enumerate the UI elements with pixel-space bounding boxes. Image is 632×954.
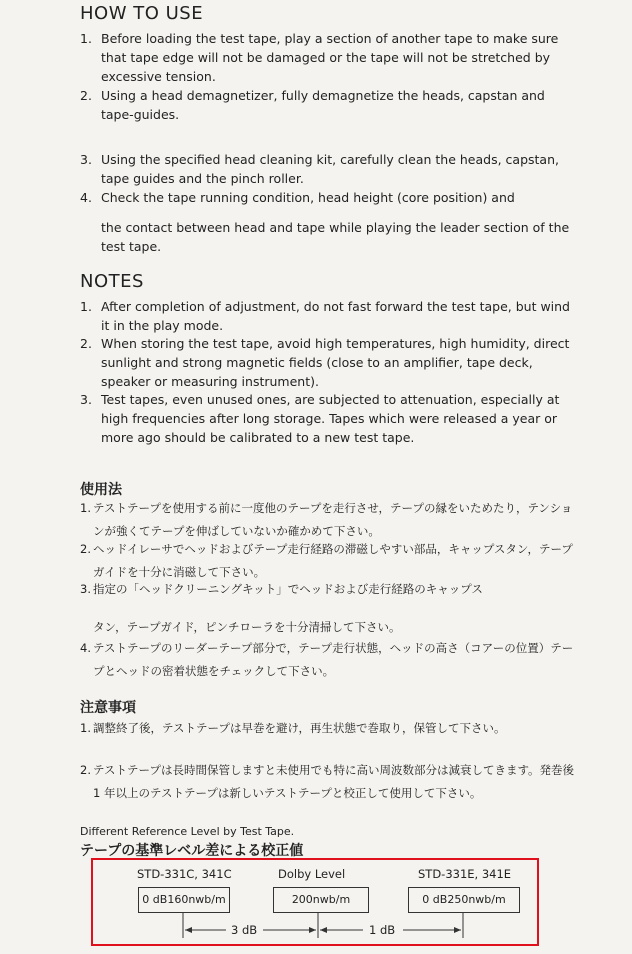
item-text: 指定の「ヘッドクリーニングキット」でヘッドおよび走行経路のキャップス	[93, 582, 483, 596]
item-number: 2.	[80, 88, 92, 103]
item-text: After completion of adjustment, do not fast forward the test tape, but wind it in the play mode.	[101, 299, 570, 333]
right-tape-label: STD-331E, 341E	[418, 867, 512, 881]
item-number: 2.	[80, 542, 91, 556]
jp-notes-item-1	[80, 717, 580, 740]
item-number: 3.	[80, 392, 92, 407]
right-tape-value: 0 dB250nwb/m	[408, 887, 520, 913]
item-text: Before loading the test tape, play a section of another tape to make sure that tape edge will not be damaged or the tape will not be stretched by excessive tension.	[101, 31, 559, 84]
level-difference-arrows	[93, 860, 537, 944]
notes-item-3	[80, 390, 580, 447]
item-number: 1.	[80, 721, 91, 735]
item-text: テストテープを使用する前に一度他のテープを走行させ，テープの縁をいためたり，テンションが強くてテープを伸ばしていないか確かめて下さい。	[93, 501, 573, 538]
item-number: 3.	[80, 152, 92, 167]
how-to-use-item-4	[80, 188, 580, 207]
item-text: ヘッドイレーサでヘッドおよびテープ走行経路の滞磁しやすい部品，キャップスタン，テープガイドを十分に消磁して下さい。	[93, 542, 573, 579]
reference-caption-en: Different Reference Level by Test Tape.	[80, 825, 295, 838]
jp-usage-item-1	[80, 497, 580, 543]
jp-usage-item-3-continuation: タン，テープガイド，ピンチローラを十分清掃して下さい。	[93, 620, 401, 634]
item-number: 3.	[80, 582, 91, 596]
jp-notes-item-2	[80, 759, 580, 805]
right-arrowhead-end	[454, 927, 461, 933]
dolby-level-value: 200nwb/m	[273, 887, 369, 913]
reference-caption-jp: テープの基準レベル差による校正値	[80, 843, 304, 859]
notes-heading: NOTES	[80, 271, 144, 292]
left-tape-value: 0 dB160nwb/m	[138, 887, 230, 913]
right-difference-label: 1 dB	[369, 923, 396, 937]
jp-usage-item-4	[80, 637, 580, 683]
item-number: 4.	[80, 190, 92, 205]
notes-item-2	[80, 334, 580, 391]
item-number: 1.	[80, 299, 92, 314]
how-to-use-item-4-continuation: the contact between head and tape while playing the leader section of the test tape.	[101, 220, 570, 254]
left-arrowhead	[185, 927, 192, 933]
item-text: テストテープのリーダーテープ部分で，テープ走行状態，ヘッドの高さ（コアーの位置）テープとヘッドの密着状態をチェックして下さい。	[93, 641, 574, 678]
item-text: Using a head demagnetizer, fully demagnetize the heads, capstan and tape-guides.	[101, 88, 545, 122]
item-text: Test tapes, even unused ones, are subjected to attenuation, especially at high frequencies after long storage. Tapes which were released a year or more ago should be calibrated to a new test tape.	[101, 392, 560, 445]
how-to-use-item-1	[80, 29, 580, 86]
left-difference-label: 3 dB	[231, 923, 258, 937]
item-text: テストテープは長時間保管しますと未使用でも特に高い周波数部分は減衰してきます。発巻後 1 年以上のテストテープは新しいテストテープと校正して使用して下さい。	[93, 763, 575, 800]
notes-item-1	[80, 297, 580, 335]
how-to-use-heading: HOW TO USE	[80, 3, 204, 24]
jp-usage-heading: 使用法	[80, 482, 122, 498]
how-to-use-item-3	[80, 150, 580, 188]
item-number: 2.	[80, 763, 91, 777]
left-arrowhead-end	[309, 927, 316, 933]
reference-level-highlight-box	[91, 858, 539, 946]
left-tape-label: STD-331C, 341C	[137, 867, 232, 881]
item-number: 4.	[80, 641, 91, 655]
jp-usage-item-3	[80, 578, 580, 601]
item-text: 調整終了後，テストテープは早巻を避け，再生状態で巻取り，保管して下さい。	[93, 721, 506, 735]
dolby-level-label: Dolby Level	[278, 867, 346, 881]
item-text: Check the tape running condition, head height (core position) and	[101, 190, 515, 205]
jp-notes-heading: 注意事項	[80, 700, 136, 716]
how-to-use-item-2	[80, 86, 580, 124]
item-text: When storing the test tape, avoid high temperatures, high humidity, direct sunlight and strong magnetic fields (close to an amplifier, tape deck, speaker or measuring instrument).	[101, 336, 570, 389]
item-number: 2.	[80, 336, 92, 351]
item-number: 1.	[80, 501, 91, 515]
item-number: 1.	[80, 31, 92, 46]
item-text: Using the specified head cleaning kit, carefully clean the heads, capstan, tape guides and the pinch roller.	[101, 152, 559, 186]
right-arrowhead	[320, 927, 327, 933]
